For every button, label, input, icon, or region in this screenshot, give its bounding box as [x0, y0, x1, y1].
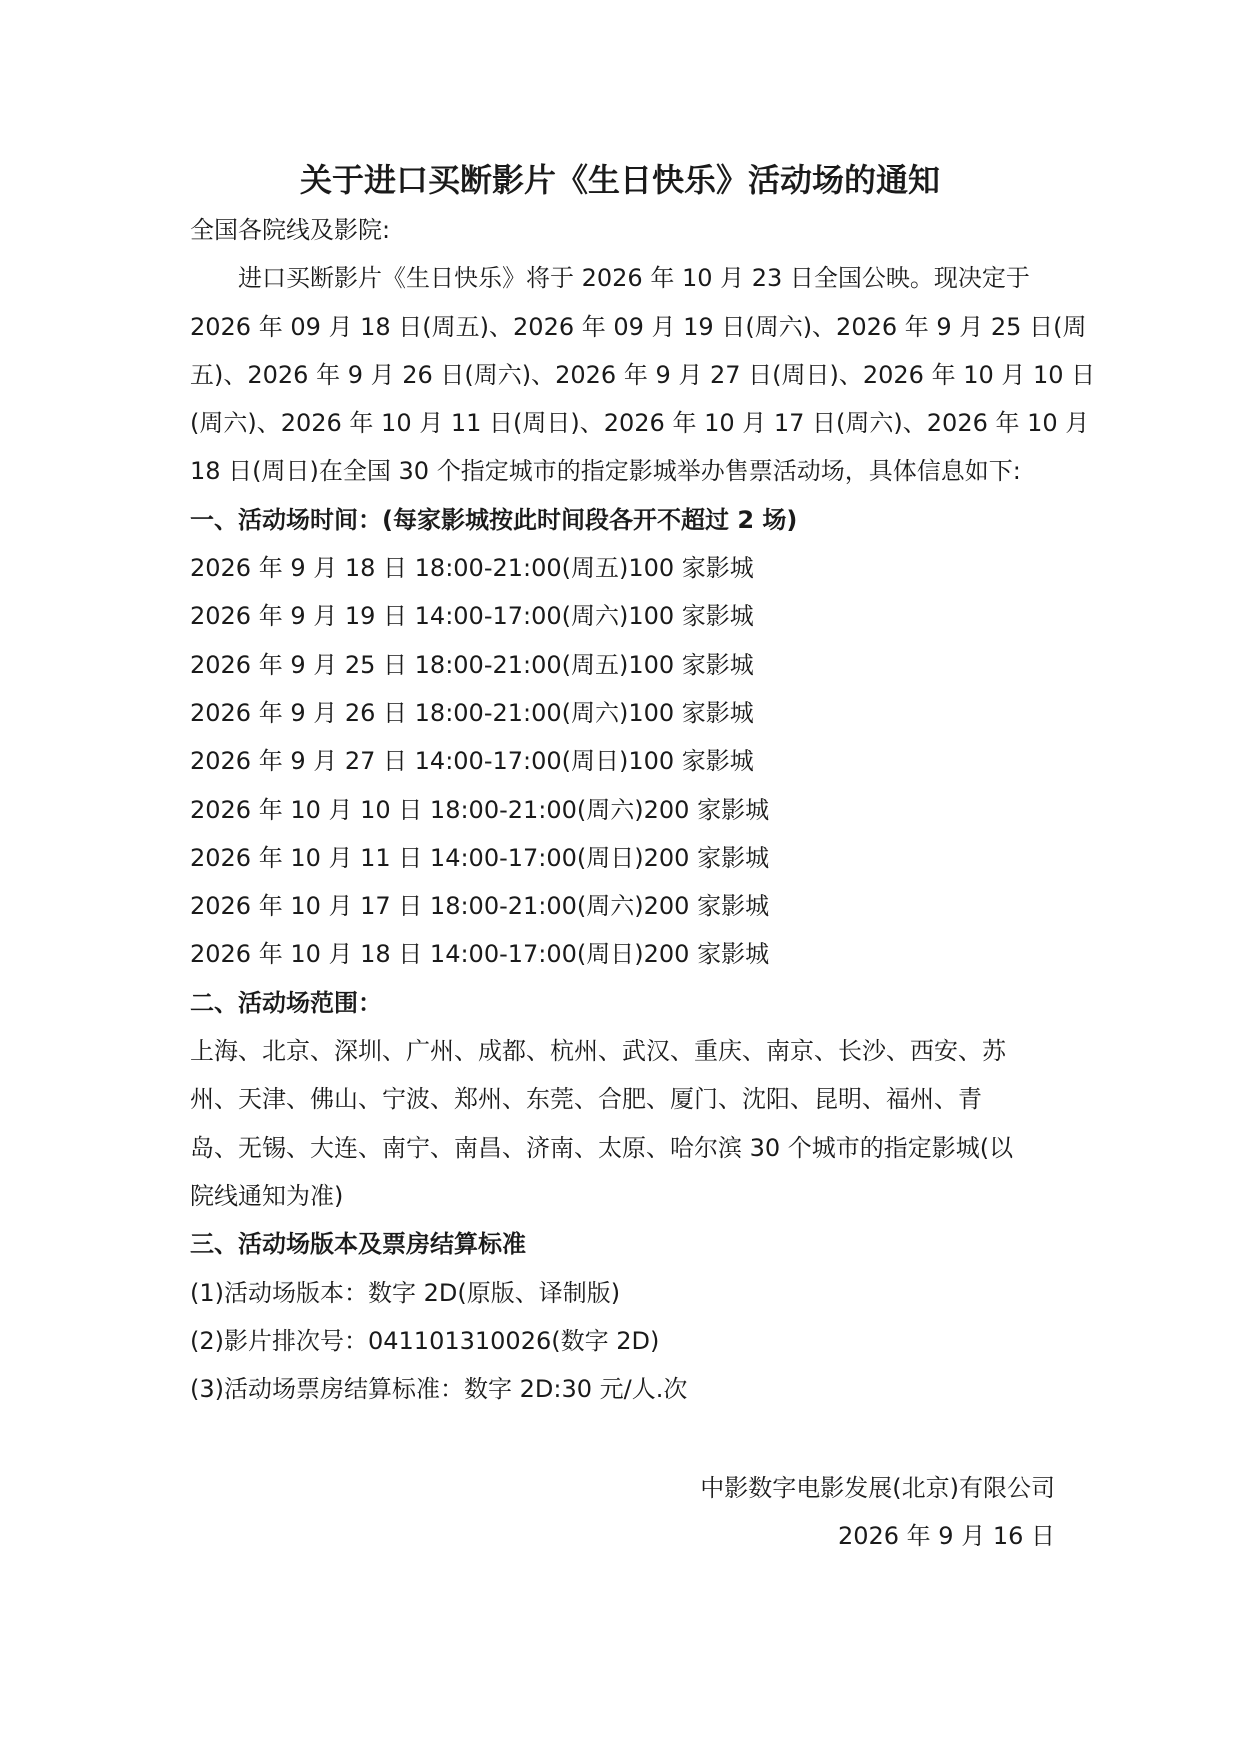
intro-line: 18 日(周日)在全国 30 个指定城市的指定影城举办售票活动场，具体信息如下:	[190, 457, 1021, 486]
schedule-item: 2026 年 9 月 27 日 14:00-17:00(周日)100 家影城	[190, 747, 754, 776]
city-list-line: 州、天津、佛山、宁波、郑州、东莞、合肥、厦门、沈阳、昆明、福州、青	[190, 1085, 982, 1114]
intro-line: (周六)、2026 年 10 月 11 日(周日)、2026 年 10 月 17 日(周六)、2026 年 10 月	[190, 409, 1090, 438]
schedule-item: 2026 年 10 月 18 日 14:00-17:00(周日)200 家影城	[190, 940, 770, 969]
city-list-line: 岛、无锡、大连、南宁、南昌、济南、太原、哈尔滨 30 个城市的指定影城(以	[190, 1133, 1014, 1162]
schedule-item: 2026 年 9 月 19 日 14:00-17:00(周六)100 家影城	[190, 602, 754, 631]
section3-heading: 三、活动场版本及票房结算标准	[190, 1230, 526, 1259]
salutation: 全国各院线及影院:	[190, 216, 391, 244]
schedule-item: 2026 年 10 月 17 日 18:00-21:00(周六)200 家影城	[190, 892, 770, 921]
intro-line: 2026 年 09 月 18 日(周五)、2026 年 09 月 19 日(周六)、2026 年 9 月 25 日(周	[190, 312, 1087, 341]
section2-heading: 二、活动场范围：	[190, 988, 382, 1017]
city-list-line: 院线通知为准)	[190, 1181, 344, 1210]
section1-heading: 一、活动场时间：(每家影城按此时间段各开不超过 2 场)	[190, 505, 798, 534]
schedule-item: 2026 年 9 月 18 日 18:00-21:00(周五)100 家影城	[190, 554, 754, 583]
version-item: (3)活动场票房结算标准：数字 2D:30 元/人.次	[190, 1375, 688, 1404]
version-item: (1)活动场版本：数字 2D(原版、译制版)	[190, 1278, 621, 1307]
schedule-item: 2026 年 10 月 11 日 14:00-17:00(周日)200 家影城	[190, 843, 770, 872]
version-item: (2)影片排次号：041101310026(数字 2D)	[190, 1326, 660, 1355]
signature-block	[700, 1464, 1055, 1560]
document-title: 关于进口买断影片《生日快乐》活动场的通知	[299, 161, 940, 199]
issue-date: 2026 年 9 月 16 日	[837, 1522, 1055, 1550]
schedule-item: 2026 年 9 月 26 日 18:00-21:00(周六)100 家影城	[190, 698, 754, 727]
intro-line: 五)、2026 年 9 月 26 日(周六)、2026 年 9 月 27 日(周日)、2026 年 10 月 10 日	[190, 360, 1096, 389]
schedule-item: 2026 年 9 月 25 日 18:00-21:00(周五)100 家影城	[190, 650, 754, 679]
schedule-item: 2026 年 10 月 10 日 18:00-21:00(周六)200 家影城	[190, 795, 770, 824]
intro-line: 进口买断影片《生日快乐》将于 2026 年 10 月 23 日全国公映。现决定于	[238, 264, 1030, 293]
issuer-name: 中影数字电影发展(北京)有限公司	[700, 1474, 1055, 1502]
document-body	[190, 206, 1096, 1413]
city-list-line: 上海、北京、深圳、广州、成都、杭州、武汉、重庆、南京、长沙、西安、苏	[190, 1037, 1006, 1066]
